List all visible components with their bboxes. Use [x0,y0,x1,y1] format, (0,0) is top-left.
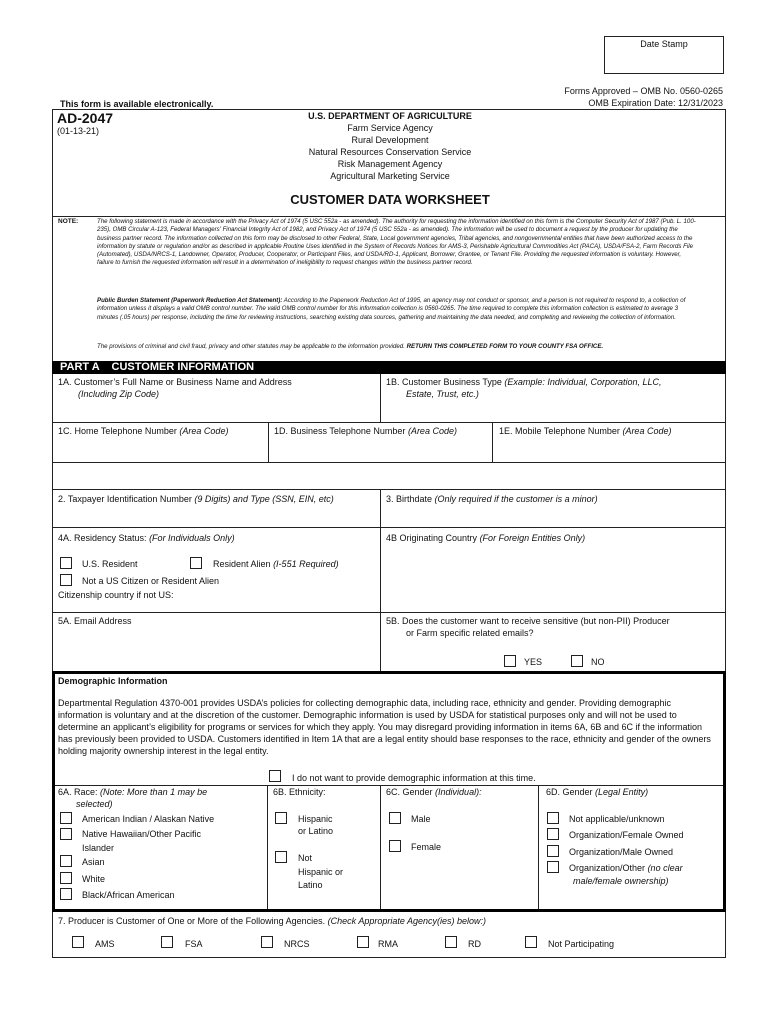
field-1b-text: 1B. Customer Business Type [386,377,502,387]
race-asian-checkbox[interactable] [60,855,72,867]
field-3-label [386,494,598,505]
field-4a-text: 4A. Residency Status: [58,533,147,543]
field-6a-hint-2-text: selected) [76,799,113,809]
field-5b-line1: 5B. Does the customer want to receive sensitive (but non-PII) Producer [386,616,670,626]
form-title: CUSTOMER DATA WORKSHEET [290,192,490,207]
agency-not-participating-checkbox[interactable] [525,936,537,948]
agency-fsa-checkbox[interactable] [161,936,173,948]
field-4b-hint: (For Foreign Entities Only) [479,533,586,543]
race-black-checkbox[interactable] [60,888,72,900]
field-2-hint: (9 Digits) and Type (SSN, EIN, etc) [194,494,334,504]
note-return: RETURN THIS COMPLETED FORM TO YOUR COUNTY FSA OFFICE. [406,343,604,350]
not-us-citizen-label: Not a US Citizen or Resident Alien [82,576,220,586]
birthdate-input[interactable] [382,506,722,526]
agency-nrcs-checkbox[interactable] [261,936,273,948]
field-5a-label: 5A. Email Address [58,616,132,626]
female-label: Female [411,842,442,852]
field-6b-label: 6B. Ethnicity: [273,787,326,797]
omb-expiration: OMB Expiration Date: 12/31/2023 [588,98,723,108]
legal-other-checkbox[interactable] [547,861,559,873]
field-6d-hint: (Legal Entity) [595,787,649,797]
legal-male-owned-checkbox[interactable] [547,845,559,857]
decline-demographic-label: I do not want to provide demographic information at this time. [292,773,536,783]
not-hispanic-label-3: Latino [298,880,323,890]
agency-ams-label: AMS [95,939,115,949]
field-1c-label [58,426,228,437]
race-native-hawaiian-checkbox[interactable] [60,828,72,840]
field-1e-text: 1E. Mobile Telephone Number [499,426,620,436]
demographic-heading: Demographic Information [58,676,168,686]
home-phone-input[interactable] [54,440,266,460]
field-6a-hint: (Note: More than 1 may be [100,787,208,797]
us-resident-checkbox[interactable] [60,557,72,569]
resident-alien-hint: (I-551 Required) [273,559,339,569]
agency-rma-label: RMA [378,939,398,949]
emails-yes-checkbox[interactable] [504,655,516,667]
available-electronically: This form is available electronically. [60,99,214,109]
citizenship-country-label: Citizenship country if not US: [58,590,174,600]
agency-fsa-label: FSA [185,939,203,949]
resident-alien-text: Resident Alien [213,559,271,569]
agency-4: Natural Resources Conservation Service [308,147,472,157]
field-1c-hint: (Area Code) [179,426,229,436]
note-provisions-text: The provisions of criminal and civil fraud, privacy and other statutes may be applicable to the information provided. [97,343,405,350]
race-white-checkbox[interactable] [60,872,72,884]
field-5b-line2: or Farm specific related emails? [406,628,534,638]
field-1a-sub [78,389,159,400]
emails-yes-label: YES [524,657,543,667]
originating-country-input[interactable] [382,548,722,608]
email-input[interactable] [54,630,378,668]
field-4a-hint: (For Individuals Only) [149,533,235,543]
race-american-indian-label: American Indian / Alaskan Native [82,814,215,824]
note-label: NOTE: [58,218,79,225]
agency-5: Risk Management Agency [337,159,443,169]
legal-not-applicable-checkbox[interactable] [547,812,559,824]
field-6a-label [58,787,207,798]
agency-6: Agricultural Marketing Service [330,171,450,181]
legal-female-owned-checkbox[interactable] [547,828,559,840]
date-stamp-label: Date Stamp [640,39,688,49]
agency-1: U.S. DEPARTMENT OF AGRICULTURE [308,111,472,121]
citizenship-country-input[interactable] [185,588,375,602]
agency-3: Rural Development [351,135,429,145]
forms-approved: Forms Approved – OMB No. 0560-0265 [564,86,723,96]
field-7-hint: (Check Appropriate Agency(ies) below:) [327,916,487,926]
emails-no-label: NO [591,657,605,667]
field-1b-example-2: Estate, Trust, etc.) [406,389,479,399]
tin-input[interactable] [54,506,378,526]
not-us-citizen-checkbox[interactable] [60,574,72,586]
legal-other-text: Organization/Other [569,863,646,873]
legal-other-label [569,863,683,874]
part-a-title: PART A CUSTOMER INFORMATION [60,361,255,373]
field-1a-label: 1A. Customer’s Full Name or Business Name and Address [58,377,292,387]
male-checkbox[interactable] [389,812,401,824]
legal-other-hint: (no clear [647,863,683,873]
agency-rd-checkbox[interactable] [445,936,457,948]
race-native-hawaiian-label: Native Hawaiian/Other Pacific [82,829,202,839]
agency-rd-label: RD [468,939,481,949]
race-black-label: Black/African American [82,890,175,900]
field-1a-sub-text: (Including Zip Code) [78,389,160,399]
field-4b-text: 4B Originating Country [386,533,478,543]
note-burden-label: Public Burden Statement (Paperwork Reduction Act Statement): [97,297,283,304]
field-2-label [58,494,334,505]
demographic-text: Departmental Regulation 4370-001 provides USDA’s policies for collecting demographic data, including race, ethnicity and gender. Providing demographic information is voluntary and at the discretion of the customer. Demographic information is used by USDA for statistical purposes only and will not be used to determine an applicant’s eligibility for programs or services for which they apply. You may disregard providing information in items 6A, 6B and 6C if the information has previously been provided to USDA. Customers identified in Item 1A that are a legal entity should base responses to the race, ethnicity and gender of the owners holding majority ownership interest in the legal entity. [58,698,711,756]
agency-rma-checkbox[interactable] [357,936,369,948]
legal-other-hint-2-text: male/female ownership) [573,876,669,886]
business-phone-input[interactable] [270,440,490,460]
field-4a-label [58,533,235,544]
field-1b-example: (Example: Individual, Corporation, LLC, [504,377,662,387]
field-1d-label [274,426,457,437]
resident-alien-label [213,559,339,570]
race-asian-label: Asian [82,857,105,867]
legal-female-owned-label: Organization/Female Owned [569,830,684,840]
note-provisions [97,343,697,351]
hispanic-label-2: or Latino [298,826,334,836]
field-2-text: 2. Taxpayer Identification Number [58,494,192,504]
race-american-indian-checkbox[interactable] [60,812,72,824]
field-3-hint: (Only required if the customer is a minor) [434,494,598,504]
race-native-hawaiian-label-2: Islander [82,843,115,853]
field-6d-label [546,787,648,798]
field-4b-label [386,533,585,544]
legal-male-owned-label: Organization/Male Owned [569,847,674,857]
form-number: AD-2047 [57,110,114,126]
field-1b-label [386,377,661,388]
agency-2: Farm Service Agency [347,123,433,133]
field-6c-hint: (Individual): [435,787,482,797]
decline-demographic-checkbox[interactable] [269,770,281,782]
field-1e-label [499,426,671,437]
male-label: Male [411,814,431,824]
note-privacy: The following statement is made in accordance with the Privacy Act of 1974 (5 USC 552a - as amended). The authority for requesting the information identified on this form is the Computer Security Act of 1987 (Pub. L. 100-235), OMB Circular A-123, Federal Managers' Financial Integrity Act of 1982, and Privacy Act of 1974 (5 USC 552a - as amended). The information will be used to document a request by the producer for updating the business partner record. The information collected on this form may be disclosed to other Federal, State, Local government agencies, Tribal agencies, and nongovernmental entities that have been authorized access to the information by statute or regulation and/or as described in applicable Routine Uses identified in the System of Records Notices for AMS-3, Perishable Agricultural Commodities Act (PACA), USDA/FSA-2, Farm Records File (Automated), USDA/NRCS-1, Landowner, Operator, Producer, Cooperator, or Participant Files, and USDA/RD-1, Applicant, Borrower, Grantee, or Tenant File. Providing the requested information is voluntary. However, failure to furnish the requested information will result in a determination of ineligibility to request changes within the business partner record. [97,218,696,267]
field-6c-label [386,787,482,798]
hispanic-label-1: Hispanic [298,814,333,824]
emails-no-checkbox[interactable] [571,655,583,667]
note-burden-text: According to the Paperwork Reduction Act of 1995, an agency may not conduct or sponsor, and a person is not required to respond to, a collection of information unless it displays a valid OMB control number. The valid OMB control number for this information collection is 0560-0265. The time required to complete this information collection is estimated to average 3 minutes (.05 hours) per response, including the time for reviewing instructions, searching existing data sources, gathering and maintaining the data needed, and completing and reviewing the collection of information. [97,297,686,321]
agency-not-participating-label: Not Participating [548,939,615,949]
field-1b-sub [406,389,479,400]
field-7-label [58,916,486,927]
not-hispanic-label-1: Not [298,853,313,863]
not-hispanic-checkbox[interactable] [275,851,287,863]
female-checkbox[interactable] [389,840,401,852]
field-6d-text: 6D. Gender [546,787,593,797]
field-6c-text: 6C. Gender [386,787,433,797]
mobile-phone-input[interactable] [494,440,722,460]
field-6a-hint-2 [76,799,113,810]
agency-ams-checkbox[interactable] [72,936,84,948]
legal-not-applicable-label: Not applicable/unknown [569,814,665,824]
race-white-label: White [82,874,106,884]
legal-other-hint-2 [573,876,669,887]
us-resident-label: U.S. Resident [82,559,138,569]
field-7-text: 7. Producer is Customer of One or More of the Following Agencies. [58,916,326,926]
form-date: (01-13-21) [57,126,100,136]
not-hispanic-label-2: Hispanic or [298,867,344,877]
field-1d-hint: (Area Code) [407,426,457,436]
field-6a-text: 6A. Race: [58,787,98,797]
field-1c-text: 1C. Home Telephone Number [58,426,177,436]
field-1d-text: 1D. Business Telephone Number [274,426,406,436]
note-burden [97,297,697,322]
hispanic-checkbox[interactable] [275,812,287,824]
field-1b-input[interactable] [382,401,722,421]
agency-nrcs-label: NRCS [284,939,310,949]
field-1a-input[interactable] [54,401,378,421]
field-3-text: 3. Birthdate [386,494,433,504]
field-1e-hint: (Area Code) [622,426,672,436]
resident-alien-checkbox[interactable] [190,557,202,569]
